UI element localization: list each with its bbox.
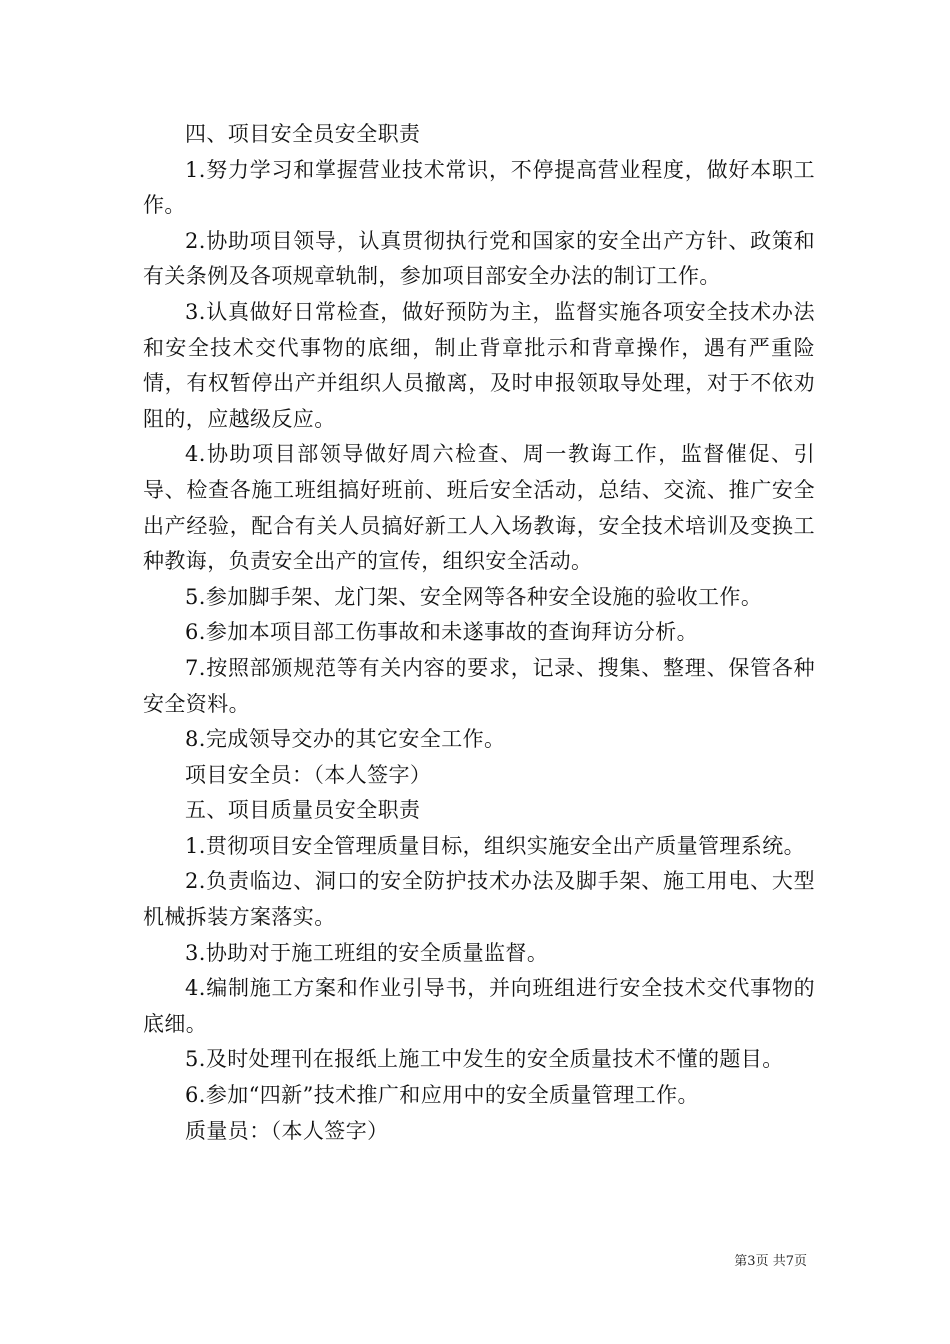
section-heading-quality-officer: 五、项目质量员安全职责 xyxy=(185,798,421,823)
total-pages-number: 7 xyxy=(785,1254,794,1269)
paragraph: 6.参加本项目部工伤事故和未遂事故的查询拜访分析。 xyxy=(185,620,699,645)
paragraph: 5.及时处理刊在报纸上施工中发生的安全质量技术不懂的题目。 xyxy=(185,1047,784,1072)
paragraph: 5.参加脚手架、龙门架、安全网等各种安全设施的验收工作。 xyxy=(185,584,763,609)
footer-middle: 页 共 xyxy=(755,1254,786,1269)
paragraph: 3.协助对于施工班组的安全质量监督。 xyxy=(185,940,549,965)
current-page-number: 3 xyxy=(747,1254,756,1269)
signature-line-quality-officer: 质量员：（本人签字） xyxy=(185,1118,389,1143)
paragraph: 2.负责临边、洞口的安全防护技术办法及脚手架、施工用电、大型机械拆装方案落实。 xyxy=(143,869,815,930)
document-body xyxy=(143,117,815,1149)
paragraph: 4.协助项目部领导做好周六检查、周一教诲工作，监督催促、引导、检查各施工班组搞好班前、班后安全活动，总结、交流、推广安全出产经验，配合有关人员搞好新工人入场教诲，安全技术培训及变换工种教诲，负责安全出产的宣传，组织安全活动。 xyxy=(143,442,815,574)
paragraph: 1.努力学习和掌握营业技术常识，不停提高营业程度，做好本职工作。 xyxy=(143,157,815,218)
paragraph: 3.认真做好日常检查，做好预防为主，监督实施各项安全技术办法和安全技术交代事物的底细，制止背章批示和背章操作，遇有严重险情，有权暂停出产并组织人员撤离，及时申报领取导处理，对于不依劝阻的，应越级反应。 xyxy=(143,299,815,431)
paragraph: 1.贯彻项目安全管理质量目标，组织实施安全出产质量管理系统。 xyxy=(185,833,806,858)
paragraph: 8.完成领导交办的其它安全工作。 xyxy=(185,727,506,752)
paragraph: 4.编制施工方案和作业引导书，并向班组进行安全技术交代事物的底细。 xyxy=(143,976,815,1036)
section-heading-safety-officer: 四、项目安全员安全职责 xyxy=(185,122,421,146)
page-footer xyxy=(0,1250,807,1269)
footer-suffix: 页 xyxy=(793,1254,807,1269)
signature-line-safety-officer: 项目安全员：（本人签字） xyxy=(185,762,432,787)
footer-prefix: 第 xyxy=(734,1254,748,1269)
paragraph: 2.协助项目领导，认真贯彻执行党和国家的安全出产方针、政策和有关条例及各项规章轨制，参加项目部安全办法的制订工作。 xyxy=(143,228,815,289)
paragraph: 6.参加“四新”技术推广和应用中的安全质量管理工作。 xyxy=(185,1083,699,1108)
paragraph: 7.按照部颁规范等有关内容的要求，记录、搜集、整理、保管各种安全资料。 xyxy=(143,655,815,716)
